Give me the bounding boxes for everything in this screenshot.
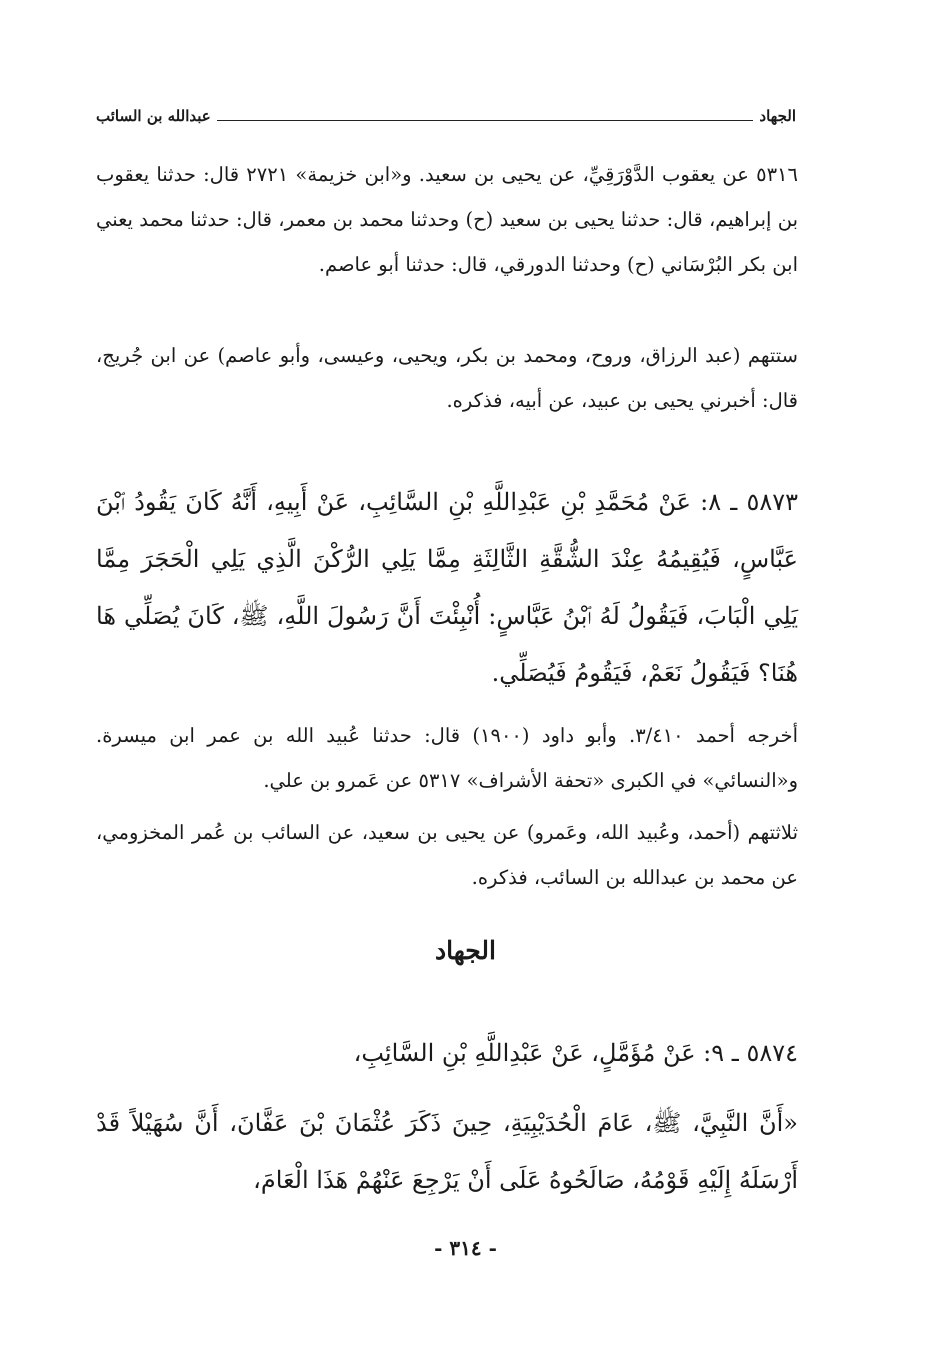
hadith-5874-intro: ٥٨٧٤ ـ ٩: عَنْ مُؤَمَّلٍ، عَنْ عَبْدِاللَّهِ بْنِ السَّائِبِ، — [353, 1039, 798, 1067]
section-title: الجهاد — [435, 936, 496, 965]
header-narrator-title: عبدالله بن السائب — [96, 107, 211, 125]
citation-paragraph-5316: ٥٣١٦ عن يعقوب الدَّوْرَقِيِّ، عن يحيى بن سعيد. و«ابن خزيمة» ٢٧٢١ قال: حدثنا يعقوب بن إبراهيم، قال: حدثنا يحيى بن سعيد (ح) وحدثنا محمد بن معمر، قال: حدثنا محمد يعني ابن بكر البُرْسَاني (ح) وحدثنا الدورقي، قال: حدثنا أبو عاصم. — [96, 163, 798, 276]
narrators-summary-paragraph-2: ثلاثتهم (أحمد، وعُبيد الله، وعَمرو) عن يحيى بن سعيد، عن السائب بن عُمر المخزومي، عن محمد بن عبدالله بن السائب، فذكره. — [96, 821, 798, 889]
narrators-summary-paragraph: ستتهم (عبد الرزاق، وروح، ومحمد بن بكر، ويحيى، وعيسى، وأبو عاصم) عن ابن جُريج، قال: أخبرني يحيى بن عبيد، عن أبيه، فذكره. — [96, 344, 798, 412]
takhrij-paragraph: أخرجه أحمد ٣/٤١٠. وأبو داود (١٩٠٠) قال: حدثنا عُبيد الله بن عمر ابن ميسرة. و«النسائي» في الكبرى «تحفة الأشراف» ٥٣١٧ عن عَمرو بن علي. — [96, 724, 798, 792]
header-rule — [217, 120, 754, 121]
hadith-5873-text: ٥٨٧٣ ـ ٨: عَنْ مُحَمَّدِ بْنِ عَبْدِاللَّهِ بْنِ السَّائِبِ، عَنْ أَبِيهِ، أَنَّهُ كَانَ يَقُودُ ٱبْنَ عَبَّاسٍ، فَيُقِيمُهُ عِنْدَ الشُّقَّةِ الثَّالِثَةِ مِمَّا يَلِي الرُّكْنَ الَّذِي يَلِي الْحَجَرَ مِمَّا يَلِي الْبَابَ، فَيَقُولُ لَهُ ٱبْنُ عَبَّاسٍ: أُنْبِئْتَ أَنَّ رَسُولَ اللَّهِ، ﷺ، كَانَ يُصَلِّي هَا هُنَا؟ فَيَقُولُ نَعَمْ، فَيَقُومُ فَيُصَلِّي. — [96, 488, 799, 687]
running-header — [96, 102, 796, 130]
hadith-5874-text: «أَنَّ النَّبِيَّ، ﷺ، عَامَ الْحُدَيْبِيَةِ، حِينَ ذَكَرَ عُثْمَانَ بْنَ عَفَّانَ، أَنَّ سُهَيْلاً قَدْ أَرْسَلَهُ إِلَيْهِ قَوْمُهُ، صَالَحُوهُ عَلَى أَنْ يَرْجِعَ عَنْهُمْ هَذَا الْعَامَ، — [96, 1109, 798, 1194]
header-chapter-title: الجهاد — [759, 107, 796, 125]
page-number: - ٣١٤ - — [434, 1236, 497, 1260]
